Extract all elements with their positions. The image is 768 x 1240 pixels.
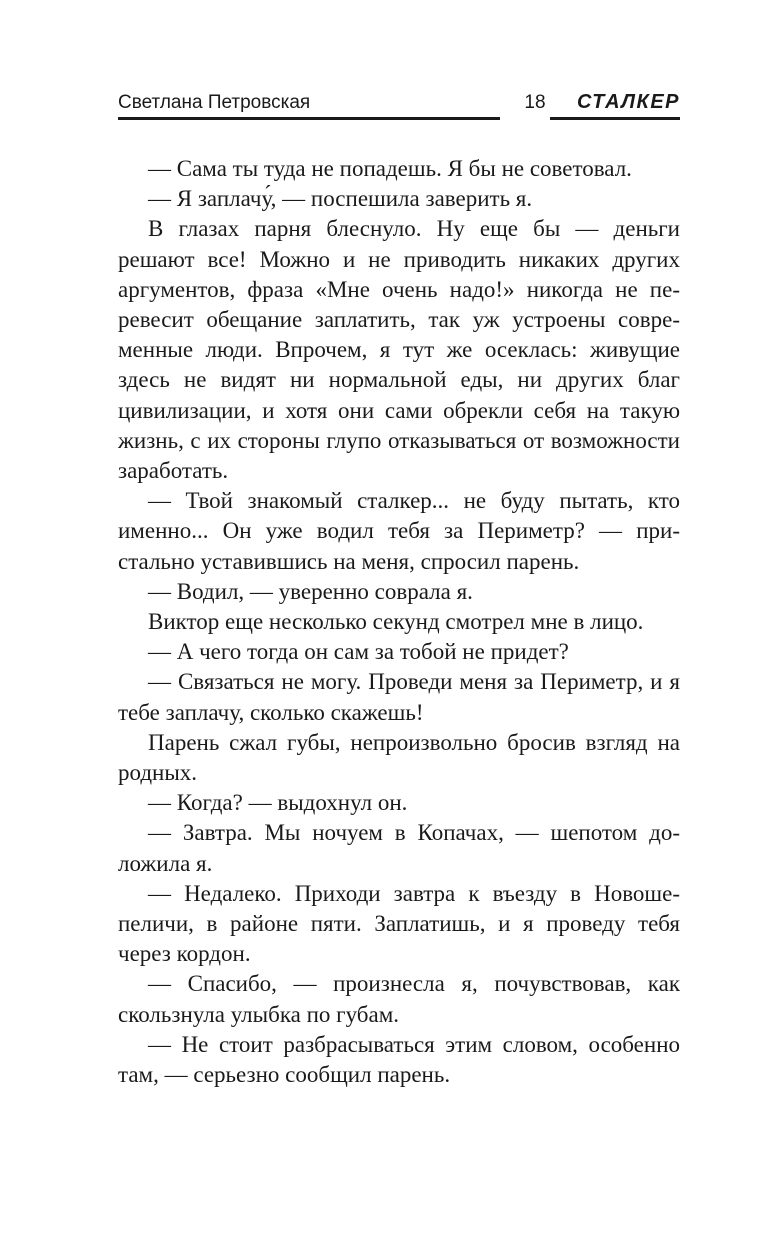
paragraph: — Связаться не могу. Проведи меня за Периметр, и я тебе заплачу, сколько скажешь! [118, 669, 680, 725]
running-header [118, 90, 680, 122]
paragraph: — Водил, — уверенно соврала я. [148, 578, 473, 604]
paragraph: — Когда? — выдохнул он. [148, 790, 408, 816]
paragraph: — Я заплачу́, — поспешила заверить я. [148, 186, 533, 212]
paragraph: Виктор еще несколько секунд смотрел мне в лицо. [148, 609, 644, 635]
paragraph: — Сама ты туда не попадешь. Я бы не советовал. [148, 156, 632, 181]
paragraph: В глазах парня блеснуло. Ну еще бы — деньги решают все! Можно и не приводить никаких других аргументов, фраза «Мне очень надо!» никогда не перевесит обещание заплатить, так уж устроены современные люди. Впрочем, я тут же осеклась: живущие здесь не видят ни нормальной еды, ни других благ цивилизации, и хотя они сами обрекли себя на такую жизнь, с их стороны глупо отказываться от возможности заработать. [118, 216, 680, 484]
page-number: 18 [524, 92, 546, 113]
paragraph: — Завтра. Мы ночуем в Копачах, — шепотом доложила я. [118, 820, 680, 876]
body-text [118, 154, 680, 1090]
header-rule-right [550, 117, 680, 120]
author-name: Светлана Петровская [118, 92, 311, 113]
paragraph: — А чего тогда он сам за тобой не придет? [148, 639, 569, 665]
paragraph: — Спасибо, — произнесла я, почувствовав, как скользнула улыбка по губам. [118, 971, 680, 1027]
header-rule-left [118, 117, 500, 120]
series-title: СТАЛКЕР [576, 91, 680, 113]
paragraph: Парень сжал губы, непроизвольно бросив взгляд на родных. [118, 729, 680, 786]
paragraph: — Недалеко. Приходи завтра к въезду в Новошепеличи, в районе пяти. Заплатишь, и я проведу тебя через кордон. [118, 880, 680, 967]
paragraph: — Не стоит разбрасываться этим словом, особенно там, — серьезно сообщил парень. [118, 1031, 680, 1088]
paragraph: — Твой знакомый сталкер... не буду пытать, кто именно... Он уже водил тебя за Периметр? — пристально уставившись на меня, спросил парень. [118, 488, 680, 574]
